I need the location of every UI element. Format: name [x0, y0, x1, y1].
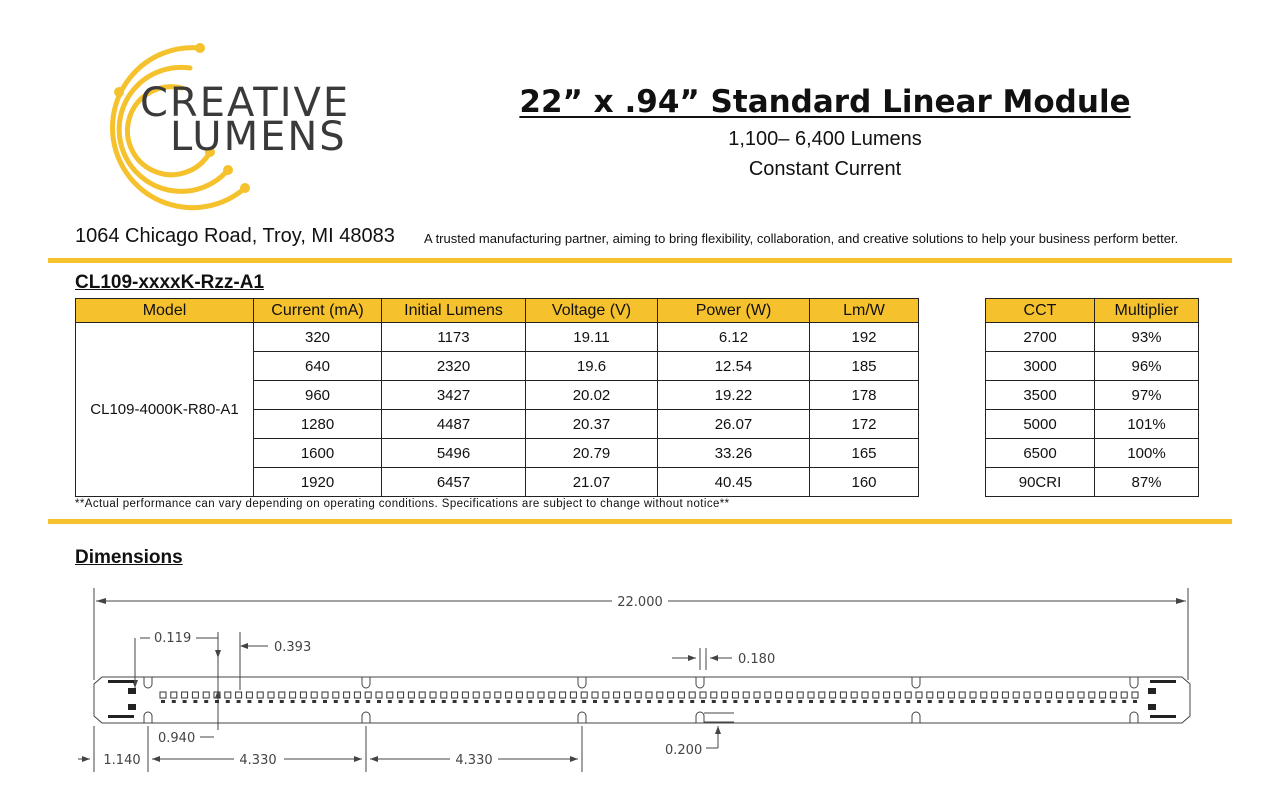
led-pad: [831, 700, 835, 703]
led-chip: [711, 692, 717, 698]
led-pad: [615, 700, 619, 703]
led-pad: [798, 700, 802, 703]
table-row: [986, 468, 1199, 497]
table-cell: 93%: [1095, 323, 1199, 352]
table-cell: 33.26: [658, 439, 810, 468]
led-chip: [851, 692, 857, 698]
table-row: [986, 410, 1199, 439]
led-pad: [496, 700, 500, 703]
table-cell: 1173: [382, 323, 526, 352]
led-pad: [334, 700, 338, 703]
table-cell: 640: [254, 352, 382, 381]
table-cell: 6457: [382, 468, 526, 497]
led-pad: [474, 700, 478, 703]
led-chip: [495, 692, 501, 698]
led-pad: [453, 700, 457, 703]
led-chip: [992, 692, 998, 698]
led-chip: [700, 692, 706, 698]
led-pad: [777, 700, 781, 703]
table-cell: 160: [810, 468, 919, 497]
led-chip: [916, 692, 922, 698]
led-chip: [300, 692, 306, 698]
led-chip: [765, 692, 771, 698]
footnote: **Actual performance can vary depending on operating conditions. Specifications are subject to change without notice**: [75, 498, 730, 510]
led-chip: [657, 692, 663, 698]
led-chip: [1046, 692, 1052, 698]
creative-lumens-logo: [70, 20, 370, 220]
led-chip: [743, 692, 749, 698]
led-pad: [301, 700, 305, 703]
led-chip: [862, 692, 868, 698]
led-pad: [766, 700, 770, 703]
led-chip: [236, 692, 242, 698]
led-pad: [906, 700, 910, 703]
led-pad: [874, 700, 878, 703]
led-pad: [723, 700, 727, 703]
col-header-efficacy: Lm/W: [810, 299, 919, 323]
led-pad: [712, 700, 716, 703]
table-cell: 2700: [986, 323, 1095, 352]
led-pad: [1122, 700, 1126, 703]
led-chip: [948, 692, 954, 698]
led-chip: [1067, 692, 1073, 698]
led-pad: [517, 700, 521, 703]
led-chip: [614, 692, 620, 698]
led-pad: [226, 700, 230, 703]
led-chip: [268, 692, 274, 698]
company-tagline: A trusted manufacturing partner, aiming to bring flexibility, collaboration, and creative solutions to help your business perform better.: [424, 231, 1179, 246]
dim-slot-depth: 0.200: [665, 743, 703, 758]
led-chip: [635, 692, 641, 698]
dim-slot-width: 0.180: [738, 652, 776, 667]
led-pad: [841, 700, 845, 703]
led-pad: [323, 700, 327, 703]
model-cell: CL109-4000K-R80-A1: [76, 323, 254, 497]
led-pad: [863, 700, 867, 703]
divider-bottom: [48, 519, 1232, 524]
led-chip: [333, 692, 339, 698]
led-pad: [183, 700, 187, 703]
table-cell: 320: [254, 323, 382, 352]
page-title: 22” x .94” Standard Linear Module: [519, 84, 1131, 120]
led-pad: [582, 700, 586, 703]
led-chip: [927, 692, 933, 698]
led-chip: [246, 692, 252, 698]
led-chip: [1100, 692, 1106, 698]
led-pad: [1014, 700, 1018, 703]
led-pad: [258, 700, 262, 703]
table-cell: 960: [254, 381, 382, 410]
col-header-current: Current (mA): [254, 299, 382, 323]
led-chip: [462, 692, 468, 698]
led-chip: [419, 692, 425, 698]
led-pad: [409, 700, 413, 703]
dim-led-pitch: 0.393: [274, 640, 312, 655]
logo-text-line1: CREATIVE: [140, 80, 351, 126]
led-pad: [885, 700, 889, 703]
table-cell: 12.54: [658, 352, 810, 381]
table-row: [76, 323, 919, 352]
lumen-range: 1,100– 6,400 Lumens: [728, 128, 922, 150]
led-pad: [463, 700, 467, 703]
led-pad: [982, 700, 986, 703]
led-pad: [269, 700, 273, 703]
table-cell: 101%: [1095, 410, 1199, 439]
led-chip: [959, 692, 965, 698]
led-chip: [171, 692, 177, 698]
led-pad: [420, 700, 424, 703]
led-chip: [365, 692, 371, 698]
table-cell: 97%: [1095, 381, 1199, 410]
led-chip: [938, 692, 944, 698]
led-chip: [408, 692, 414, 698]
led-chip: [722, 692, 728, 698]
led-chip: [516, 692, 522, 698]
led-chip: [452, 692, 458, 698]
led-chip: [387, 692, 393, 698]
table-cell: 3427: [382, 381, 526, 410]
led-chip: [884, 692, 890, 698]
dim-overall-length: 22.000: [617, 595, 663, 610]
table-cell: 19.6: [526, 352, 658, 381]
led-pad: [442, 700, 446, 703]
led-chip: [1121, 692, 1127, 698]
led-pad: [917, 700, 921, 703]
table-cell: 6500: [986, 439, 1095, 468]
table-row: [986, 439, 1199, 468]
table-cell: 2320: [382, 352, 526, 381]
led-pad: [636, 700, 640, 703]
led-pad: [744, 700, 748, 703]
table-cell: 192: [810, 323, 919, 352]
led-pad: [701, 700, 705, 703]
col-header-power: Power (W): [658, 299, 810, 323]
led-chip: [549, 692, 555, 698]
led-chip: [225, 692, 231, 698]
led-chip: [192, 692, 198, 698]
led-pad: [193, 700, 197, 703]
table-cell: 96%: [1095, 352, 1199, 381]
col-header-voltage: Voltage (V): [526, 299, 658, 323]
company-address: 1064 Chicago Road, Troy, MI 48083: [75, 225, 395, 247]
led-chip: [592, 692, 598, 698]
led-chip: [678, 692, 684, 698]
led-pad: [690, 700, 694, 703]
connector-pads: [108, 680, 1176, 718]
led-chip: [441, 692, 447, 698]
table-cell: 5496: [382, 439, 526, 468]
led-pad: [1111, 700, 1115, 703]
led-chip: [290, 692, 296, 698]
led-pad: [345, 700, 349, 703]
led-chip: [797, 692, 803, 698]
led-chip: [754, 692, 760, 698]
led-pad: [355, 700, 359, 703]
led-pad: [561, 700, 565, 703]
led-chip: [473, 692, 479, 698]
table-cell: 165: [810, 439, 919, 468]
table-cell: 20.02: [526, 381, 658, 410]
table-cell: 19.11: [526, 323, 658, 352]
led-chip: [376, 692, 382, 698]
led-chip: [527, 692, 533, 698]
led-chip: [981, 692, 987, 698]
led-pad: [280, 700, 284, 703]
cct-table-body: [986, 323, 1199, 497]
led-pad: [247, 700, 251, 703]
logo-text-line2: LUMENS: [170, 114, 347, 160]
table-cell: 185: [810, 352, 919, 381]
table-cell: 100%: [1095, 439, 1199, 468]
led-pad: [172, 700, 176, 703]
led-pad: [928, 700, 932, 703]
led-chip: [1110, 692, 1116, 698]
table-row: [986, 323, 1199, 352]
led-pad: [366, 700, 370, 703]
led-pad: [669, 700, 673, 703]
led-pad: [1101, 700, 1105, 703]
led-pad: [1003, 700, 1007, 703]
led-pad: [431, 700, 435, 703]
led-chip: [257, 692, 263, 698]
table-cell: 1920: [254, 468, 382, 497]
led-chip: [1024, 692, 1030, 698]
led-pad: [215, 700, 219, 703]
led-chip: [624, 692, 630, 698]
led-chip: [776, 692, 782, 698]
led-chip: [354, 692, 360, 698]
led-chip: [1013, 692, 1019, 698]
table-cell: 87%: [1095, 468, 1199, 497]
led-chip: [905, 692, 911, 698]
led-chip: [484, 692, 490, 698]
led-chip: [182, 692, 188, 698]
led-pad: [1079, 700, 1083, 703]
table-cell: 4487: [382, 410, 526, 439]
led-chip: [203, 692, 209, 698]
model-code: CL109-xxxxK-Rzz-A1: [75, 272, 265, 293]
led-chip: [570, 692, 576, 698]
led-chip: [344, 692, 350, 698]
led-pad: [755, 700, 759, 703]
led-pad: [1047, 700, 1051, 703]
table-cell: 5000: [986, 410, 1095, 439]
led-pad: [593, 700, 597, 703]
led-pad: [507, 700, 511, 703]
title-block: [430, 84, 1220, 180]
led-chip: [1089, 692, 1095, 698]
col-header-lumens: Initial Lumens: [382, 299, 526, 323]
led-pad: [960, 700, 964, 703]
led-chip: [894, 692, 900, 698]
led-pad: [809, 700, 813, 703]
led-chip: [668, 692, 674, 698]
led-chip: [1132, 692, 1138, 698]
led-pad: [539, 700, 543, 703]
led-pad: [647, 700, 651, 703]
dim-segment-1: 4.330: [239, 753, 277, 768]
led-pad: [528, 700, 532, 703]
led-pad: [388, 700, 392, 703]
led-chip: [538, 692, 544, 698]
led-pad: [949, 700, 953, 703]
led-pad: [571, 700, 575, 703]
led-pad: [733, 700, 737, 703]
table-cell: 19.22: [658, 381, 810, 410]
led-chip: [1078, 692, 1084, 698]
dim-board-width: 0.940: [158, 731, 196, 746]
table-row: [986, 352, 1199, 381]
table-cell: 20.79: [526, 439, 658, 468]
table-cell: 1280: [254, 410, 382, 439]
led-pad: [820, 700, 824, 703]
led-pad: [787, 700, 791, 703]
table-cell: 172: [810, 410, 919, 439]
table-header-row: [76, 299, 919, 323]
led-pad: [312, 700, 316, 703]
led-chip: [1002, 692, 1008, 698]
col-header-model: Model: [76, 299, 254, 323]
led-chip: [840, 692, 846, 698]
led-pad: [204, 700, 208, 703]
col-header-multiplier: Multiplier: [1095, 299, 1199, 323]
led-chip: [581, 692, 587, 698]
table-cell: 3500: [986, 381, 1095, 410]
led-chip: [322, 692, 328, 698]
led-chip: [1056, 692, 1062, 698]
led-pad: [291, 700, 295, 703]
table-cell: 21.07: [526, 468, 658, 497]
led-pad: [604, 700, 608, 703]
led-chip: [160, 692, 166, 698]
led-pad: [658, 700, 662, 703]
dim-first-offset: 1.140: [103, 753, 141, 768]
led-pad: [1133, 700, 1137, 703]
led-pad: [993, 700, 997, 703]
dimensions-title: Dimensions: [75, 547, 183, 568]
led-pad: [550, 700, 554, 703]
led-chip: [970, 692, 976, 698]
col-header-cct: CCT: [986, 299, 1095, 323]
table-cell: 6.12: [658, 323, 810, 352]
led-chip: [732, 692, 738, 698]
drive-type: Constant Current: [748, 158, 902, 180]
led-chip: [689, 692, 695, 698]
led-chip: [786, 692, 792, 698]
led-chip: [279, 692, 285, 698]
led-pad: [1057, 700, 1061, 703]
led-chip: [603, 692, 609, 698]
specs-table: [75, 298, 919, 497]
led-chip: [1035, 692, 1041, 698]
led-chip: [506, 692, 512, 698]
led-pad: [1090, 700, 1094, 703]
led-pad: [625, 700, 629, 703]
led-pad: [399, 700, 403, 703]
led-pad: [237, 700, 241, 703]
table-cell: 20.37: [526, 410, 658, 439]
table-cell: 26.07: [658, 410, 810, 439]
cct-table: [985, 298, 1199, 497]
led-chip: [873, 692, 879, 698]
table-cell: 40.45: [658, 468, 810, 497]
led-chip: [808, 692, 814, 698]
table-cell: 3000: [986, 352, 1095, 381]
led-pad: [679, 700, 683, 703]
led-pad: [1036, 700, 1040, 703]
led-pad: [971, 700, 975, 703]
led-chip: [311, 692, 317, 698]
specs-table-body: [76, 323, 919, 497]
led-chip: [398, 692, 404, 698]
table-cell: 1600: [254, 439, 382, 468]
led-chip: [560, 692, 566, 698]
table-cell: 178: [810, 381, 919, 410]
led-chip: [819, 692, 825, 698]
table-header-row: [986, 299, 1199, 323]
led-row: [160, 692, 1138, 703]
led-pad: [1025, 700, 1029, 703]
led-chip: [646, 692, 652, 698]
led-pad: [161, 700, 165, 703]
divider-top: [48, 258, 1232, 263]
led-pad: [377, 700, 381, 703]
table-cell: 90CRI: [986, 468, 1095, 497]
dim-hole-offset: 0.119: [154, 631, 192, 646]
led-chip: [830, 692, 836, 698]
dimension-drawing: [0, 580, 1273, 786]
led-pad: [485, 700, 489, 703]
led-pad: [895, 700, 899, 703]
led-pad: [852, 700, 856, 703]
led-pad: [939, 700, 943, 703]
table-row: [986, 381, 1199, 410]
led-chip: [430, 692, 436, 698]
dim-segment-2: 4.330: [455, 753, 493, 768]
led-pad: [1068, 700, 1072, 703]
